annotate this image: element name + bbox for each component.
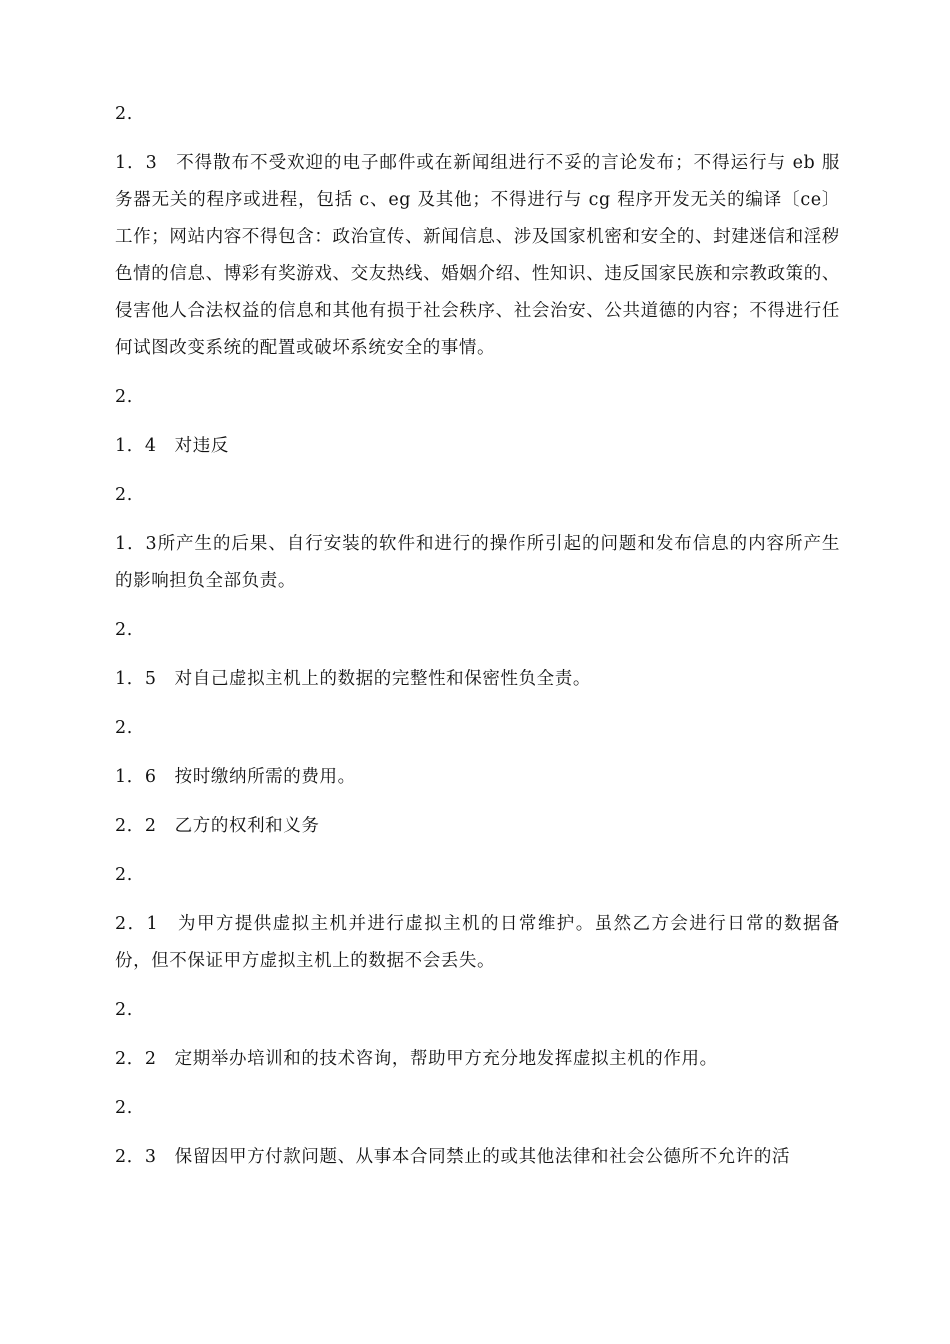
section-number: 2. <box>115 718 133 738</box>
section-number: 2. <box>115 865 133 885</box>
section-number: 2. <box>115 1000 133 1020</box>
clause-1-3-prohibited-content: 1．3 不得散布不受欢迎的电子邮件或在新闻组进行不妥的言论发布；不得运行与 eb 服务器无关的程序或进程，包括 c、eg 及其他；不得进行与 cg 程序开发无关的编译〔ce〕工作；网站内容不得包含：政治宣传、新闻信息、涉及国家机密和安全的、封建迷信和淫秽色情的信息、博彩有奖游戏、交友热线、婚姻介绍、性知识、违反国家民族和宗教政策的、侵害他人合法权益的信息和其他有损于社会秩序、社会治安、公共道德的内容；不得进行任何试图改变系统的配置或破坏系统安全的事情。 <box>115 153 840 358</box>
clause-2-3-reserved-rights: 2．3 保留因甲方付款问题、从事本合同禁止的或其他法律和社会公德所不允许的活 <box>115 1147 791 1167</box>
section-number: 2. <box>115 485 133 505</box>
clause-1-5-data-integrity: 1．5 对自己虚拟主机上的数据的完整性和保密性负全责。 <box>115 669 591 689</box>
section-number: 2. <box>115 387 133 407</box>
section-number: 2. <box>115 620 133 640</box>
section-number: 2. <box>115 104 133 124</box>
clause-1-4-violation: 1．4 对违反 <box>115 436 229 456</box>
clause-1-3-consequences: 1．3所产生的后果、自行安装的软件和进行的操作所引起的问题和发布信息的内容所产生的影响担负全部负责。 <box>115 534 840 591</box>
document-body <box>115 96 840 1188</box>
clause-2-2-training: 2．2 定期举办培训和的技术咨询，帮助甲方充分地发挥虚拟主机的作用。 <box>115 1049 718 1069</box>
clause-2-1-maintenance: 2．1 为甲方提供虚拟主机并进行虚拟主机的日常维护。虽然乙方会进行日常的数据备份，但不保证甲方虚拟主机上的数据不会丢失。 <box>115 914 840 971</box>
section-number: 2. <box>115 1098 133 1118</box>
section-heading-party-b-rights: 2．2 乙方的权利和义务 <box>115 816 320 836</box>
clause-1-6-fees: 1．6 按时缴纳所需的费用。 <box>115 767 356 787</box>
